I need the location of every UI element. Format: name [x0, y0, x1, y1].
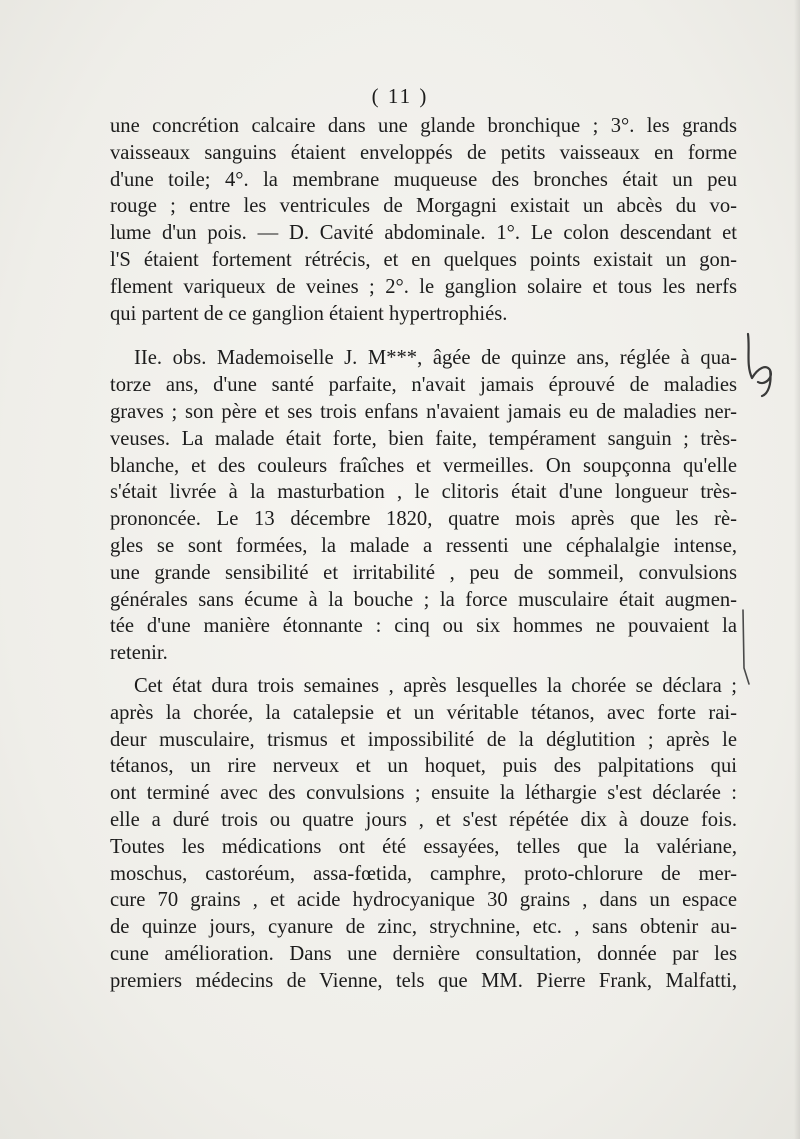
margin-line-icon	[738, 608, 752, 688]
text-line: flement variqueux de veines ; 2°. le ganglion solaire et tous les nerfs	[110, 275, 737, 298]
paragraph-autopsy-findings	[110, 113, 737, 327]
text-line: blanche, et des couleurs fraîches et vermeilles. On soupçonna qu'elle	[110, 454, 737, 477]
body-text	[110, 113, 737, 995]
paragraph-spacer	[110, 327, 737, 345]
text-line: torze ans, d'une santé parfaite, n'avait jamais éprouvé de maladies	[110, 374, 737, 397]
text-line: elle a duré trois ou quatre jours , et s'est répétée dix à douze fois.	[110, 808, 737, 831]
text-line: une concrétion calcaire dans une glande bronchique ; 3°. les grands	[110, 115, 737, 137]
text-line: s'était livrée à la masturbation , le clitoris était d'une longueur très-	[110, 481, 737, 504]
text-line: retenir.	[110, 642, 168, 665]
page-number: ( 11 )	[371, 84, 429, 108]
text-line: ont terminé avec des convulsions ; ensuite la léthargie s'est déclarée :	[110, 782, 737, 805]
text-line: cure 70 grains , et acide hydrocyanique 30 grains , dans un espace	[110, 889, 737, 912]
text-line: graves ; son père et ses trois enfans n'avaient jamais eu de maladies ner-	[110, 400, 737, 423]
text-line: cune amélioration. Dans une dernière consultation, donnée par les	[110, 942, 737, 965]
text-line: Cet état dura trois semaines , après lesquelles la chorée se déclara ;	[134, 674, 737, 697]
text-line: de quinze jours, cyanure de zinc, strychnine, etc. , sans obtenir au-	[110, 916, 737, 939]
text-line: lume d'un pois. — D. Cavité abdominale. 1°. Le colon descendant et	[110, 222, 737, 245]
text-line: d'une toile; 4°. la membrane muqueuse des bronches était un peu	[110, 168, 737, 191]
handwritten-mark-icon	[740, 330, 780, 400]
text-line: tée d'une manière étonnante : cinq ou six hommes ne pouvaient la	[110, 615, 737, 638]
text-line: veuses. La malade était forte, bien faite, tempérament sanguin ; très-	[110, 427, 737, 450]
paragraph-disease-course	[110, 673, 737, 995]
text-line: gles se sont formées, la malade a ressenti une céphalalgie intense,	[110, 534, 737, 557]
text-line: IIe. obs. Mademoiselle J. M***, âgée de quinze ans, réglée à qua-	[134, 347, 737, 370]
text-line: tétanos, un rire nerveux et un hoquet, puis des palpitations qui	[110, 755, 737, 778]
text-line: l'S étaient fortement rétrécis, et en quelques points existait un gon-	[110, 248, 737, 271]
text-line: une grande sensibilité et irritabilité , peu de sommeil, convulsions	[110, 561, 737, 584]
text-line: prononcée. Le 13 décembre 1820, quatre mois après que les rè-	[110, 508, 737, 531]
text-line: moschus, castoréum, assa-fœtida, camphre, proto-chlorure de mer-	[110, 862, 737, 885]
page-edge-shadow	[794, 0, 800, 1139]
text-line: générales sans écume à la bouche ; la force musculaire était augmen-	[110, 588, 737, 611]
text-line: qui partent de ce ganglion étaient hypertrophiés.	[110, 302, 508, 325]
text-line: deur musculaire, trismus et impossibilité de la déglutition ; après le	[110, 728, 737, 751]
text-line: premiers médecins de Vienne, tels que MM. Pierre Frank, Malfatti,	[110, 969, 737, 992]
text-line: vaisseaux sanguins étaient enveloppés de petits vaisseaux en forme	[110, 141, 737, 164]
text-line: rouge ; entre les ventricules de Morgagni existait un abcès du vo-	[110, 195, 737, 218]
text-line: Toutes les médications ont été essayées, telles que la valériane,	[110, 835, 737, 858]
text-line: après la chorée, la catalepsie et un véritable tétanos, avec forte rai-	[110, 701, 737, 724]
paragraph-observation-2	[110, 345, 737, 667]
